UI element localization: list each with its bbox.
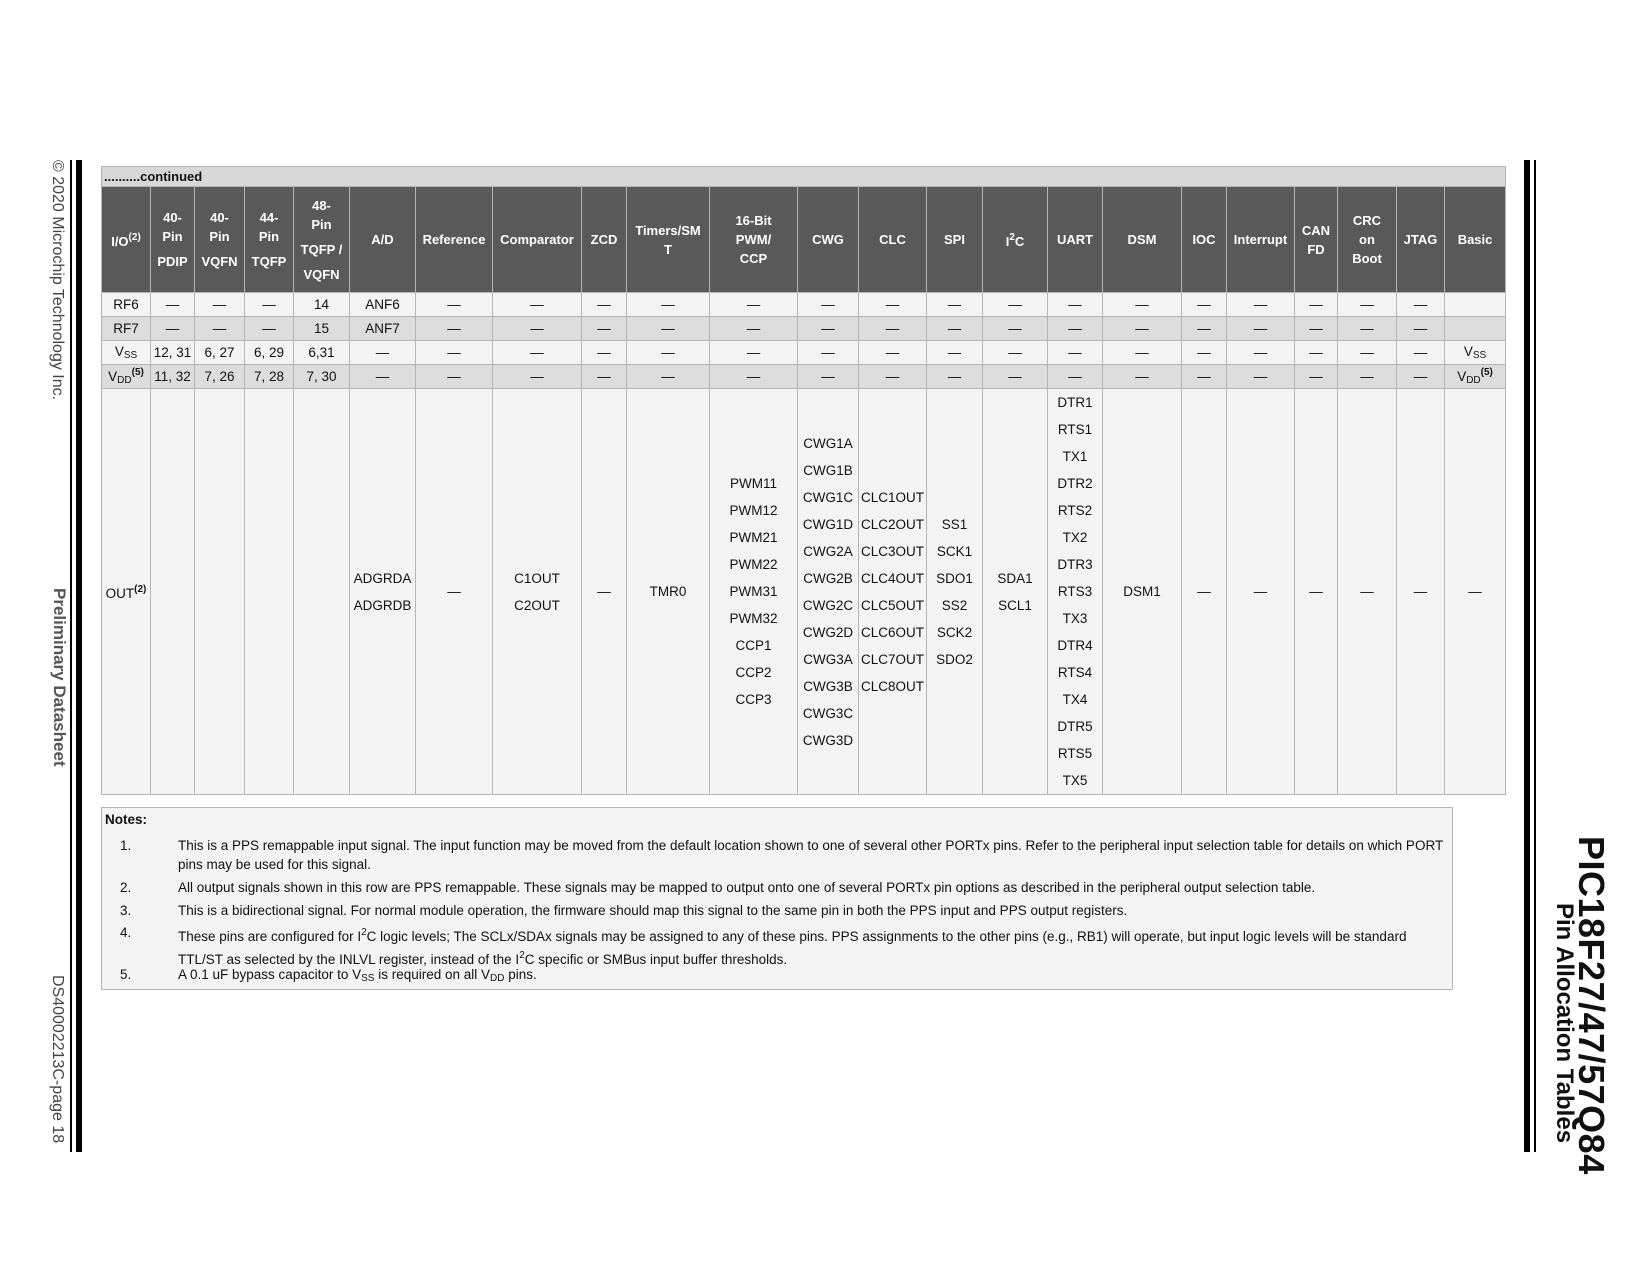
right-rule-thick <box>1524 160 1530 1152</box>
note-number: 3. <box>120 903 132 918</box>
col-basic: Basic <box>1445 187 1506 293</box>
table-cell: — <box>1295 341 1338 365</box>
table-cell: — <box>1048 293 1103 317</box>
io-cell: RF7 <box>102 317 151 341</box>
table-cell: — <box>1182 293 1227 317</box>
signal-name: CLC1OUT <box>861 489 925 505</box>
table-cell: — <box>1397 341 1445 365</box>
signal-name: CLC7OUT <box>861 651 925 667</box>
continued-row <box>102 167 1506 187</box>
signal-name: SCK2 <box>936 624 973 640</box>
table-cell: — <box>859 341 927 365</box>
note-number: 2. <box>120 880 132 895</box>
col-tqfp44: 44- Pin TQFP <box>245 187 294 293</box>
i2c-cell <box>983 389 1048 795</box>
table-cell: — <box>1295 317 1338 341</box>
signal-name: CWG1D <box>802 516 854 532</box>
io-cell: OUT$^{(2)}$ <box>102 389 151 795</box>
table-cell: — <box>245 293 294 317</box>
table-cell: — <box>350 365 416 389</box>
table-cell <box>195 389 245 795</box>
table-cell: — <box>195 293 245 317</box>
table-cell: — <box>1103 293 1182 317</box>
signal-name: CWG2C <box>802 597 854 613</box>
note-number: 1. <box>120 838 132 853</box>
signal-name: CWG2A <box>803 543 853 559</box>
col-crc: CRC on Boot <box>1338 187 1397 293</box>
table-cell: — <box>627 365 710 389</box>
basic-cell: — <box>1445 389 1506 795</box>
signal-name: CWG3D <box>802 732 854 748</box>
signal-name: CWG1C <box>802 489 854 505</box>
col-pwm: 16-Bit PWM/ CCP <box>710 187 798 293</box>
signal-name: CWG1A <box>803 435 853 451</box>
signal-name: TX5 <box>1062 773 1088 788</box>
table-cell: ANF6 <box>350 293 416 317</box>
canfd-cell: — <box>1295 389 1338 795</box>
signal-name: CLC5OUT <box>861 597 925 613</box>
pwm-cell <box>710 389 798 795</box>
col-uart: UART <box>1048 187 1103 293</box>
left-rule-thick <box>76 160 82 1152</box>
table-cell: — <box>710 317 798 341</box>
notes-title: Notes: <box>105 812 148 827</box>
section-title: Pin Allocation Tables <box>1551 903 1578 1144</box>
table-cell: — <box>582 317 627 341</box>
signal-name: ADGRDB <box>353 597 412 613</box>
table-cell: — <box>927 365 983 389</box>
table-cell <box>1445 293 1506 317</box>
device-title: PIC18F27/47/57Q84 <box>1571 836 1612 1175</box>
table-cell: — <box>493 293 582 317</box>
table-cell: 7, 30 <box>294 365 350 389</box>
interrupt-cell: — <box>1227 389 1295 795</box>
right-rule-thin <box>1534 160 1536 1152</box>
copyright-text: © 2020 Microchip Technology Inc. <box>49 160 66 401</box>
table-cell: 6, 29 <box>245 341 294 365</box>
signal-name: CCP1 <box>735 638 772 653</box>
spi-cell <box>927 389 983 795</box>
table-cell: — <box>350 341 416 365</box>
table-cell <box>245 389 294 795</box>
table-cell: — <box>1103 341 1182 365</box>
dsm-cell: DSM1 <box>1103 389 1182 795</box>
col-jtag: JTAG <box>1397 187 1445 293</box>
zcd-cell: — <box>582 389 627 795</box>
signal-name: DTR5 <box>1057 719 1093 734</box>
signal-name: ADGRDA <box>353 570 412 586</box>
table-cell: — <box>1048 317 1103 341</box>
signal-name: CCP3 <box>735 692 772 707</box>
signal-name: DTR2 <box>1057 476 1093 491</box>
header-row <box>102 187 1506 293</box>
col-i2c: $I^2C$ <box>983 187 1048 293</box>
jtag-cell: — <box>1397 389 1445 795</box>
col-canfd: CAN FD <box>1295 187 1338 293</box>
table-cell: — <box>1227 317 1295 341</box>
table-cell: — <box>627 341 710 365</box>
signal-name: RTS2 <box>1057 503 1093 518</box>
table-cell: — <box>798 341 859 365</box>
col-pdip: 40- Pin PDIP <box>151 187 195 293</box>
table-cell: — <box>1227 365 1295 389</box>
signal-name: CCP2 <box>735 665 772 680</box>
signal-name: CLC8OUT <box>861 678 925 694</box>
crc-cell: — <box>1338 389 1397 795</box>
signal-name: PWM31 <box>729 584 778 599</box>
timers-cell: TMR0 <box>627 389 710 795</box>
table-cell: — <box>416 365 493 389</box>
table-cell: 6, 27 <box>195 341 245 365</box>
note-text: A 0.1 uF bypass capacitor to $V_{SS}$ is required on all $V_{DD}$ pins. <box>178 967 537 984</box>
table-cell: — <box>983 317 1048 341</box>
note-text: This is a bidirectional signal. For normal module operation, the firmware should map this signal to the same pin in both the PPS input and PPS output registers. <box>178 903 1128 918</box>
table-cell: — <box>1103 365 1182 389</box>
signal-name: SDO1 <box>936 570 973 586</box>
io-cell: $V_{DD}^{(5)}$ <box>102 365 151 389</box>
table-cell: — <box>1048 341 1103 365</box>
col-interrupt: Interrupt <box>1227 187 1295 293</box>
ioc-cell: — <box>1182 389 1227 795</box>
table-cell: — <box>493 365 582 389</box>
signal-name: TX2 <box>1062 530 1088 545</box>
table-cell: — <box>151 293 195 317</box>
col-zcd: ZCD <box>582 187 627 293</box>
signal-name: CLC6OUT <box>861 624 925 640</box>
table-cell: 6,31 <box>294 341 350 365</box>
table-cell: — <box>1338 341 1397 365</box>
table-cell: — <box>1227 341 1295 365</box>
table-row <box>102 293 1506 317</box>
signal-name: PWM21 <box>729 530 778 545</box>
table-cell: 14 <box>294 293 350 317</box>
signal-name: TX3 <box>1062 611 1088 626</box>
table-cell <box>1445 317 1506 341</box>
table-cell: — <box>710 365 798 389</box>
ad-cell <box>350 389 416 795</box>
table-cell: — <box>983 341 1048 365</box>
signal-name: CLC4OUT <box>861 570 925 586</box>
table-row <box>102 341 1506 365</box>
signal-name: DTR4 <box>1057 638 1093 653</box>
table-cell: — <box>245 317 294 341</box>
table-cell: — <box>1338 365 1397 389</box>
signal-name: TX4 <box>1062 692 1088 707</box>
table-cell: — <box>493 341 582 365</box>
table-cell: — <box>1397 293 1445 317</box>
signal-name: SCL1 <box>998 597 1032 613</box>
signal-name: RTS4 <box>1057 665 1093 680</box>
preliminary-label: Preliminary Datasheet <box>50 588 69 767</box>
cwg-cell <box>798 389 859 795</box>
table-cell: — <box>710 293 798 317</box>
signal-name: SS1 <box>941 516 968 532</box>
col-spi: SPI <box>927 187 983 293</box>
signal-name: C2OUT <box>514 597 560 613</box>
table-cell: — <box>1338 317 1397 341</box>
col-tqfp48: 48- Pin TQFP / VQFN <box>294 187 350 293</box>
col-timers: Timers/SM T <box>627 187 710 293</box>
signal-name: CLC2OUT <box>861 516 925 532</box>
table-row <box>102 317 1506 341</box>
signal-name: RTS1 <box>1057 422 1093 437</box>
table-cell: — <box>983 293 1048 317</box>
left-rule-thin <box>70 160 72 1152</box>
signal-name: DTR3 <box>1057 557 1093 572</box>
table-cell: — <box>798 317 859 341</box>
note-number: 5. <box>120 967 132 982</box>
clc-cell <box>859 389 927 795</box>
table-cell: — <box>927 341 983 365</box>
table-cell: — <box>927 293 983 317</box>
table-cell: 12, 31 <box>151 341 195 365</box>
signal-name: SS2 <box>941 597 968 613</box>
col-cwg: CWG <box>798 187 859 293</box>
signal-name: PWM22 <box>729 557 778 572</box>
table-cell: — <box>493 317 582 341</box>
table-cell: — <box>582 341 627 365</box>
table-cell <box>294 389 350 795</box>
signal-name: SCK1 <box>936 543 973 559</box>
basic-cell: $V_{DD}^{(5)}$ <box>1445 365 1506 389</box>
notes-box <box>101 807 1453 990</box>
table-cell: — <box>859 365 927 389</box>
table-cell: — <box>1048 365 1103 389</box>
note-number: 4. <box>120 925 132 940</box>
reference-cell: — <box>416 389 493 795</box>
table-cell: — <box>627 317 710 341</box>
table-cell: — <box>1338 293 1397 317</box>
continued-label: ..........continued <box>102 167 1506 187</box>
table-cell: — <box>710 341 798 365</box>
col-ad: A/D <box>350 187 416 293</box>
table-cell: — <box>416 317 493 341</box>
col-comparator: Comparator <box>493 187 582 293</box>
signal-name: SDA1 <box>997 570 1033 586</box>
pin-allocation-table <box>101 166 1506 795</box>
table-cell: 15 <box>294 317 350 341</box>
signal-name: TX1 <box>1062 449 1088 464</box>
col-dsm: DSM <box>1103 187 1182 293</box>
signal-name: RTS3 <box>1057 584 1093 599</box>
table-cell: — <box>151 317 195 341</box>
col-clc: CLC <box>859 187 927 293</box>
table-cell: 7, 28 <box>245 365 294 389</box>
signal-name: CWG1B <box>803 462 853 478</box>
table-cell: — <box>582 365 627 389</box>
table-cell: — <box>1397 317 1445 341</box>
table-cell: 7, 26 <box>195 365 245 389</box>
table-cell: ANF7 <box>350 317 416 341</box>
table-cell: — <box>859 293 927 317</box>
signal-name: C1OUT <box>514 570 560 586</box>
table-cell: — <box>195 317 245 341</box>
document-number: DS40002213C-page 18 <box>49 975 66 1144</box>
table-cell: — <box>1182 341 1227 365</box>
signal-name: CWG2B <box>803 570 853 586</box>
signal-name: CWG2D <box>802 624 854 640</box>
io-cell: $V_{SS}$ <box>102 341 151 365</box>
note-text: All output signals shown in this row are PPS remappable. These signals may be mapped to output onto one of several PORTx pin options as described in the peripheral output selection table. <box>178 880 1316 895</box>
uart-cell <box>1048 389 1103 795</box>
col-reference: Reference <box>416 187 493 293</box>
table-cell: — <box>582 293 627 317</box>
table-cell: — <box>1295 365 1338 389</box>
signal-name: CWG3A <box>803 651 853 667</box>
signal-name: PWM12 <box>729 503 778 518</box>
io-cell: RF6 <box>102 293 151 317</box>
col-io: $I/O^{(2)}$ <box>102 187 151 293</box>
table-cell: — <box>1103 317 1182 341</box>
signal-name: DTR1 <box>1057 395 1093 410</box>
table-cell: — <box>416 341 493 365</box>
table-cell: — <box>627 293 710 317</box>
table-cell: — <box>798 365 859 389</box>
signal-name: RTS5 <box>1057 746 1093 761</box>
signal-name: CWG3B <box>803 678 853 694</box>
table-cell: 11, 32 <box>151 365 195 389</box>
note-text: These pins are configured for $I^2C$ logic levels; The SCLx/SDAx signals may be assigned to any of these pins. PPS assignments to the other pins (e.g., RB1) will operate, but input logic levels will be standard TTL/ST as selected by the INLVL register, instead of the $I^2C$ specific or SMBus input buffer thresholds. <box>178 927 1407 967</box>
table-cell: — <box>1182 317 1227 341</box>
comparator-cell <box>493 389 582 795</box>
table-cell: — <box>798 293 859 317</box>
signal-name: CLC3OUT <box>861 543 925 559</box>
signal-name: CWG3C <box>802 705 854 721</box>
col-ioc: IOC <box>1182 187 1227 293</box>
table-cell: — <box>859 317 927 341</box>
table-row <box>102 365 1506 389</box>
col-vqfn40: 40- Pin VQFN <box>195 187 245 293</box>
signal-name: SDO2 <box>936 651 973 667</box>
table-cell: — <box>983 365 1048 389</box>
signal-name: PWM32 <box>729 611 778 626</box>
note-text: This is a PPS remappable input signal. The input function may be moved from the default location shown to one of several other PORTx pins. Refer to the peripheral input selection table for details on which PORT pins may be used for this signal. <box>178 838 1443 872</box>
signal-name: PWM11 <box>729 476 777 491</box>
table-cell: — <box>1182 365 1227 389</box>
table-row-out <box>102 389 1506 795</box>
table-cell: — <box>1227 293 1295 317</box>
table-cell <box>151 389 195 795</box>
table-cell: — <box>1397 365 1445 389</box>
basic-cell: $V_{SS}$ <box>1445 341 1506 365</box>
table-cell: — <box>416 293 493 317</box>
table-cell: — <box>1295 293 1338 317</box>
table-cell: — <box>927 317 983 341</box>
